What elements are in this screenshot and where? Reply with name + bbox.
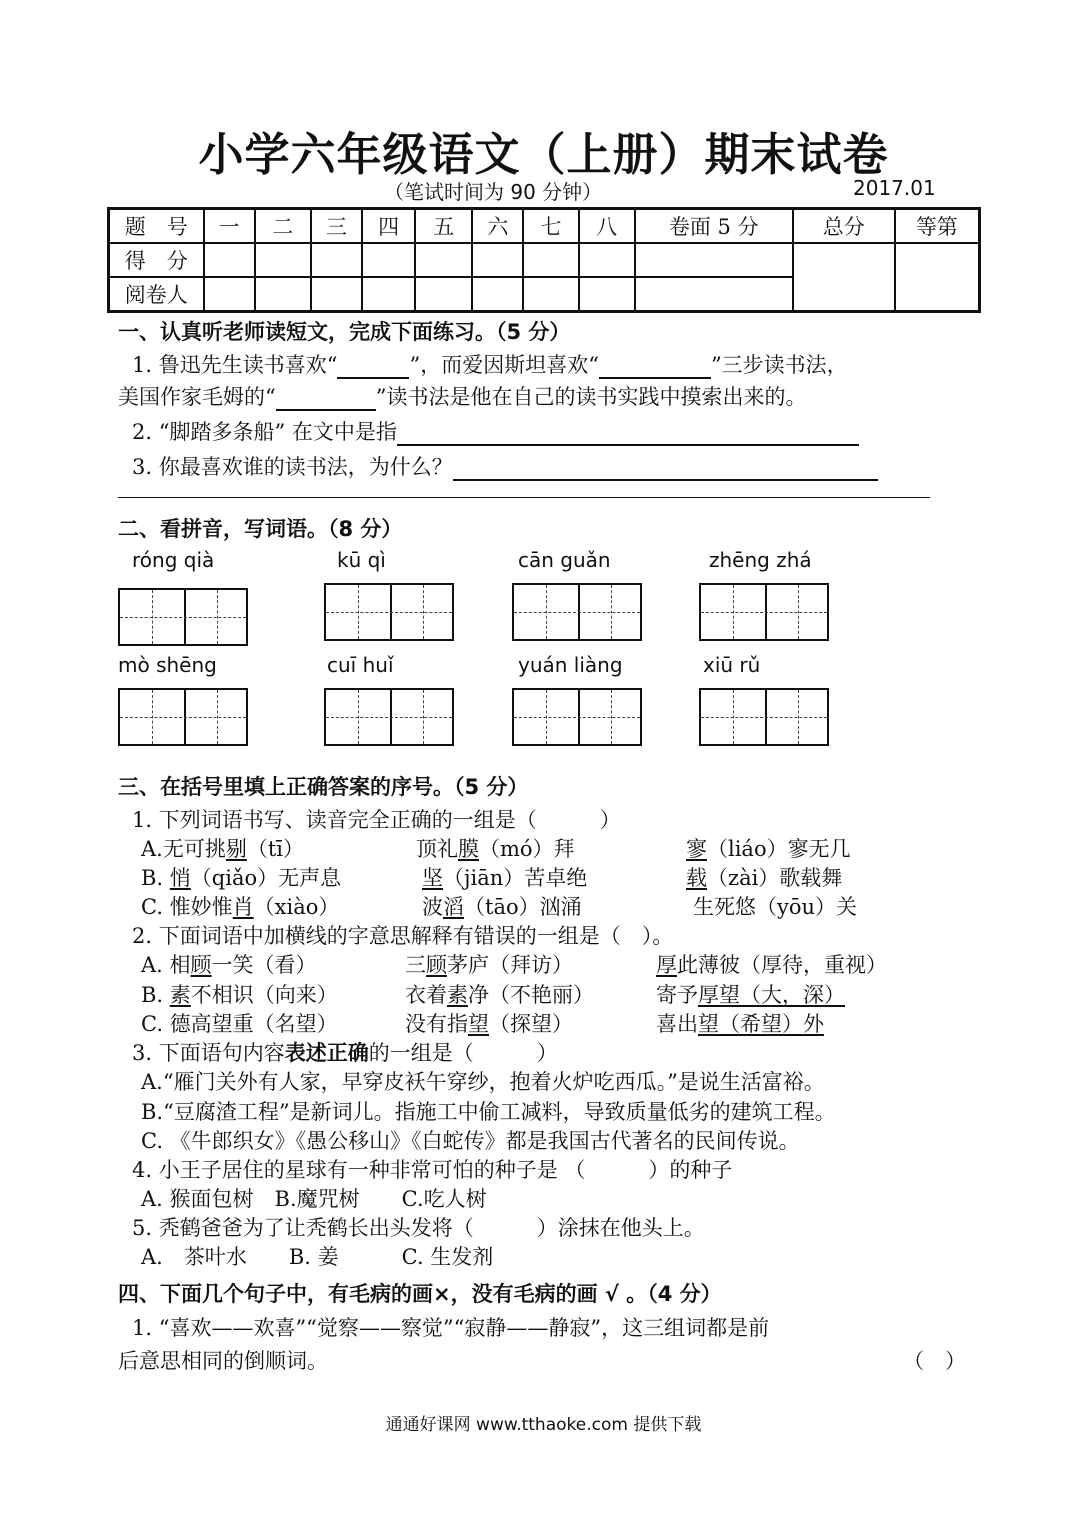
grader-cell[interactable] (415, 277, 472, 312)
q1-option-c2: 波滔（tāo）汹涌 (422, 895, 582, 919)
grader-cell[interactable] (523, 277, 578, 312)
section3-q1: 1. 下列词语书写、读音完全正确的一组是（ ） (132, 808, 621, 832)
section1-q1-line2 (118, 381, 806, 411)
grade-cell[interactable] (895, 243, 980, 312)
writing-grid[interactable] (699, 688, 829, 746)
table-header-cell: 四 (362, 209, 415, 244)
grader-cell[interactable] (472, 277, 523, 312)
q3-option-b: B.“豆腐渣工程”是新词儿。指施工中偷工减料，导致质量低劣的建筑工程。 (141, 1100, 836, 1124)
score-cell[interactable] (579, 243, 635, 277)
table-row (109, 243, 980, 277)
section1-heading: 一、认真听老师读短文，完成下面练习。（5 分） (118, 320, 571, 344)
table-header-cell: 七 (523, 209, 578, 244)
table-header-cell: 卷面 5 分 (635, 209, 793, 244)
table-row-label: 阅卷人 (109, 277, 204, 312)
score-cell[interactable] (311, 243, 362, 277)
pinyin-label: cuī huǐ (327, 653, 394, 677)
answer-line[interactable] (118, 497, 930, 498)
answer-blank[interactable] (276, 387, 376, 411)
score-cell[interactable] (415, 243, 472, 277)
q3-option-a: A.“雁门关外有人家，早穿皮袄午穿纱，抱着火炉吃西瓜。”是说生活富裕。 (141, 1070, 825, 1094)
pinyin-label: zhēng zhá (709, 548, 812, 572)
q5-options: A. 茶叶水 B. 姜 C. 生发剂 (141, 1245, 494, 1269)
writing-grid[interactable] (699, 583, 829, 641)
table-header-cell: 五 (415, 209, 472, 244)
q1-text-e: ”读书法是他在自己的读书实践中摸索出来的。 (375, 385, 807, 409)
exam-duration: （笔试时间为 90 分钟） (384, 180, 603, 204)
answer-line[interactable] (397, 422, 859, 446)
q1-option-c3: 生死悠（yōu）关 (693, 895, 858, 919)
q1-option-b2: 坚（jiān）苦卓绝 (422, 866, 588, 890)
grader-cell[interactable] (311, 277, 362, 312)
q1-text-a: 1. 鲁迅先生读书喜欢“ (132, 353, 338, 377)
grader-cell[interactable] (204, 277, 255, 312)
score-cell[interactable] (635, 243, 793, 277)
score-cell[interactable] (523, 243, 578, 277)
table-row (109, 209, 980, 244)
pinyin-label: cān guǎn (518, 548, 611, 572)
q1-option-c: C. 惟妙惟肖（xiào） (141, 895, 340, 919)
q3-text: 3. 你最喜欢谁的读书法，为什么？ (132, 455, 453, 479)
q3-option-c: C. 《牛郎织女》《愚公移山》《白蛇传》都是我国古代著名的民间传说。 (141, 1129, 800, 1153)
q1-option-a: A.无可挑剔（tī） (141, 837, 304, 861)
pinyin-label: yuán liàng (518, 653, 623, 677)
q2-option-a2: 三顾茅庐（拜访） (405, 953, 573, 977)
grader-cell[interactable] (579, 277, 635, 312)
writing-grid[interactable] (324, 688, 454, 746)
section4-q1-line1: 1. “喜欢——欢喜”“觉察——察觉”“寂静——静寂”，这三组词都是前 (132, 1316, 770, 1340)
answer-blank[interactable] (337, 355, 409, 379)
score-table (107, 207, 981, 313)
writing-grid[interactable] (118, 688, 248, 746)
q2-option-c: C. 德高望重（名望） (141, 1012, 338, 1036)
q1-text-b: ”，而爱因斯坦喜欢“ (409, 353, 599, 377)
q2-option-b3: 寄予厚望（大，深） (656, 983, 845, 1007)
table-row-label: 得 分 (109, 243, 204, 277)
section3-q4: 4. 小王子居住的星球有一种非常可怕的种子是 （ ）的种子 (132, 1158, 733, 1182)
q1-text-d: 美国作家毛姆的“ (118, 385, 276, 409)
writing-grid[interactable] (324, 583, 454, 641)
answer-blank[interactable] (599, 355, 711, 379)
writing-grid[interactable] (118, 588, 248, 646)
section2-heading: 二、看拼音，写词语。（8 分） (118, 517, 403, 541)
q2-text: 2. “脚踏多条船” 在文中是指 (132, 420, 397, 444)
table-header-cell: 一 (204, 209, 255, 244)
table-header-cell: 三 (311, 209, 362, 244)
score-cell[interactable] (362, 243, 415, 277)
page-title: 小学六年级语文（上册）期末试卷 (198, 128, 889, 181)
q2-option-c3: 喜出望（希望）外 (656, 1012, 824, 1036)
table-header-cell: 六 (472, 209, 523, 244)
grader-cell[interactable] (362, 277, 415, 312)
table-header-cell: 题 号 (109, 209, 204, 244)
section1-q3 (132, 451, 878, 481)
score-cell[interactable] (472, 243, 523, 277)
q4-options: A. 猴面包树 B.魔咒树 C.吃人树 (141, 1187, 487, 1211)
writing-grid[interactable] (512, 583, 642, 641)
section3-q2: 2. 下面词语中加横线的字意思解释有错误的一组是（ ）。 (132, 924, 674, 948)
table-header-cell: 二 (255, 209, 311, 244)
section3-heading: 三、在括号里填上正确答案的序号。（5 分） (118, 775, 529, 799)
writing-grid[interactable] (512, 688, 642, 746)
answer-paren[interactable]: （ ） (903, 1349, 966, 1373)
pinyin-label: xiū rǔ (703, 653, 761, 677)
q2-option-b2: 衣着素净（不艳丽） (405, 983, 594, 1007)
section4-heading: 四、下面几个句子中，有毛病的画×，没有毛病的画 √ 。（4 分） (118, 1282, 722, 1306)
section3-q5: 5. 秃鹤爸爸为了让秃鹤长出头发将（ ）涂抹在他头上。 (132, 1216, 705, 1240)
q2-option-a3: 厚此薄彼（厚待，重视） (656, 953, 887, 977)
page-footer: 通通好课网 www.tthaoke.com 提供下载 (385, 1415, 702, 1435)
answer-line[interactable] (453, 457, 878, 481)
score-cell[interactable] (204, 243, 255, 277)
pinyin-label: róng qià (132, 548, 215, 572)
q2-option-c2: 没有指望（探望） (405, 1012, 573, 1036)
score-cell[interactable] (255, 243, 311, 277)
section1-q2 (132, 416, 859, 446)
q1-option-b: B. 悄（qiǎo）无声息 (141, 866, 342, 890)
pinyin-label: kū qì (337, 548, 386, 572)
table-header-cell: 等第 (895, 209, 980, 244)
grader-cell[interactable] (255, 277, 311, 312)
q2-option-a: A. 相顾一笑（看） (141, 953, 317, 977)
grader-cell[interactable] (635, 277, 793, 312)
q1-option-a2: 顶礼膜（mó）拜 (416, 837, 575, 861)
section4-q1-line2: 后意思相同的倒顺词。 (118, 1349, 328, 1373)
total-score-cell[interactable] (793, 243, 895, 312)
table-header-cell: 八 (579, 209, 635, 244)
exam-date: 2017.01 (853, 176, 936, 200)
q1-text-c: ”三步读书法， (710, 353, 848, 377)
pinyin-label: mò shēng (118, 653, 217, 677)
q1-option-a3: 寥（liáo）寥无几 (686, 837, 851, 861)
section3-q3: 3. 下面语句内容表述正确的一组是（ ） (132, 1040, 558, 1065)
section1-q1-line1 (132, 349, 848, 379)
table-header-cell: 总分 (793, 209, 895, 244)
q2-option-b: B. 素不相识（向来） (141, 983, 338, 1007)
q1-option-b3: 载（zài）歌载舞 (686, 866, 843, 890)
